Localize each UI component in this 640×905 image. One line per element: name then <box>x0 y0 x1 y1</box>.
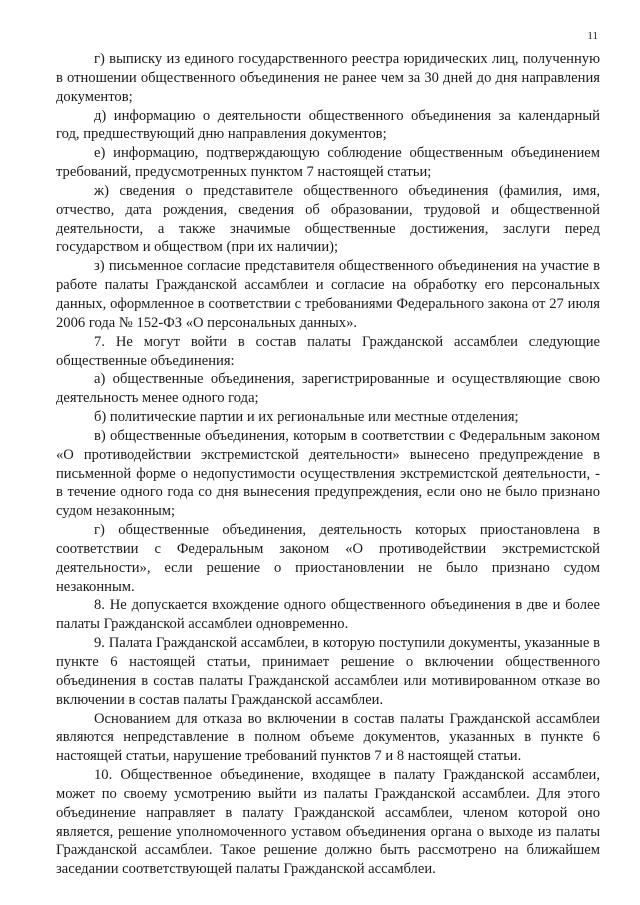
paragraph-clause-9: 9. Палата Гражданской ассамблеи, в которую поступили документы, указанные в пункте 6 настоящей статьи, принимает решение о включении общественного объединения в состав палаты Гражданской ассамблеи или мотивированном отказе во включении в состав палаты Гражданской ассамблеи. <box>56 635 600 708</box>
paragraph-refusal-grounds: Основанием для отказа во включении в состав палаты Гражданской ассамблеи являются непредставление в полном объеме документов, указанных в пункте 6 настоящей статьи, нарушение требований пунктов 7 и 8 настоящей статьи. <box>56 710 600 765</box>
paragraph-clause-7: 7. Не могут войти в состав палаты Гражданской ассамблеи следующие общественные объединения: <box>56 333 600 369</box>
paragraph-item-zh: ж) сведения о представителе общественного объединения (фамилия, имя, отчество, дата рождения, сведения об образовании, трудовой и общественной деятельности, а также значимые общественные достижения, заслуги перед государством и обществом (при их наличии); <box>56 182 600 256</box>
paragraph-clause-7-v: в) общественные объединения, которым в соответствии с Федеральным законом «О противодействии экстремистской деятельности» вынесено предупреждение в письменной форме о недопустимости осуществления экстремистской деятельности, - в течение одного года со дня вынесения предупреждения, если оно не было признано судом незаконным; <box>56 427 600 520</box>
paragraph-clause-7-g: г) общественные объединения, деятельность которых приостановлена в соответствии с Федеральным законом «О противодействии экстремистской деятельности», если решение о приостановлении не было признано судом незаконным. <box>56 522 600 595</box>
paragraph-clause-7-b: б) политические партии и их региональные или местные отделения; <box>94 409 519 426</box>
paragraph-item-d: д) информацию о деятельности общественного объединения за календарный год, предшествующий дню направления документов; <box>56 107 600 143</box>
page-number: 11 <box>587 30 598 42</box>
paragraph-item-e: е) информацию, подтверждающую соблюдение общественным объединением требований, предусмотренных пунктом 7 настоящей статьи; <box>56 145 600 181</box>
paragraph-item-z: з) письменное согласие представителя общественного объединения на участие в работе палаты Гражданской ассамблеи и согласие на обработку его персональных данных, оформленное в соответствии с требованиями Федерального закона от 27 июля 2006 года № 152-ФЗ «О персональных данных». <box>56 258 600 331</box>
paragraph-clause-10: 10. Общественное объединение, входящее в палату Гражданской ассамблеи, может по своему усмотрению выйти из палаты Гражданской ассамблеи. Для этого объединение направляет в палату Гражданской ассамблеи, членом которой оно является, решение уполномоченного уставом объединения органа о выходе из палаты Гражданской ассамблеи. Такое решение должно быть рассмотрено на ближайшем заседании соответствующей палаты Гражданской ассамблеи. <box>56 767 600 878</box>
paragraph-clause-7-a: а) общественные объединения, зарегистрированные и осуществляющие свою деятельность менее одного года; <box>56 371 600 407</box>
paragraph-clause-8: 8. Не допускается вхождение одного общественного объединения в две и более палаты Гражданской ассамблеи одновременно. <box>56 597 600 633</box>
document-body <box>56 50 600 879</box>
paragraph-item-g: г) выписку из единого государственного реестра юридических лиц, полученную в отношении общественного объединения не ранее чем за 30 дней до дня направления документов; <box>56 51 600 105</box>
